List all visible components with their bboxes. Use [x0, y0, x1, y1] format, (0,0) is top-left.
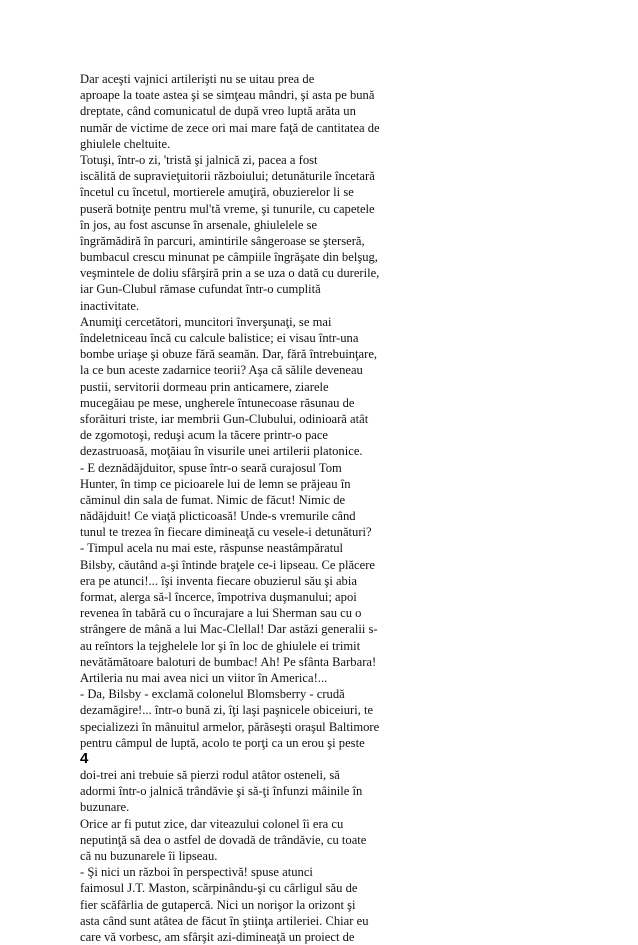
page-number: 4 — [80, 749, 89, 767]
text-line: bumbacul crescu minunat pe câmpiile îngrăşate din belşug, — [80, 250, 378, 265]
text-line: nădăjduit! Ce viaţă plicticoasă! Unde-s vremurile când — [80, 509, 356, 524]
text-line: încetul cu încetul, mortierele amuţiră, obuzierelor li se — [80, 185, 354, 200]
text-line: - E deznădăjduitor, spuse într-o seară curajosul Tom — [80, 460, 342, 475]
text-line: iar Gun-Clubul rămase cufundat într-o cumplită — [80, 282, 321, 297]
text-line: strângere de mână a lui Mac-Clellal! Dar astăzi generalii s- — [80, 622, 378, 637]
text-line: nevătămătoare baloturi de bumbac! Ah! Pe sfânta Barbara! — [80, 654, 377, 669]
text-line: doi-trei ani trebuie să pierzi rodul atâtor osteneli, să — [80, 768, 340, 783]
text-line: Dar aceşti vajnici artilerişti nu se uitau prea de — [80, 72, 315, 86]
text-line: care vă vorbesc, am sfârşit azi-dimineaţă un proiect de — [80, 929, 355, 944]
text-line: Artileria nu mai avea nici un viitor în America!... — [80, 670, 328, 685]
text-line: pustii, servitorii dormeau prin anticamere, ziarele — [80, 379, 329, 394]
text-line: bombe uriaşe şi obuze fără seamăn. Dar, fără întrebuinţare, — [80, 347, 378, 362]
text-line: - Da, Bilsby - exclamă colonelul Blomsberry - crudă — [80, 687, 345, 702]
text-line: era pe atunci!... îşi inventa fiecare obuzierul său şi abia — [80, 573, 357, 588]
text-line: buzunare. — [80, 800, 130, 815]
text-line: mucegăiau pe mese, ungherele întunecoase răsunau de — [80, 395, 355, 410]
text-line: căminul din sala de fumat. Nimic de făcut! Nimic de — [80, 492, 346, 507]
text-line: - Şi nici un război în perspectivă! spuse atunci — [80, 865, 313, 880]
text-line: de zgomotoşi, reduşi acum la tăcere printr-o pace — [80, 428, 329, 443]
text-line: Totuşi, într-o zi, 'tristă şi jalnică zi, pacea a fost — [80, 152, 318, 167]
text-line: îngrămădiră în parcuri, amintirile sângeroase se şterseră, — [80, 233, 365, 248]
text-line: îndeletniceau încă cu calcule balistice; ei visau într-una — [80, 331, 359, 345]
paragraph-block-after — [80, 767, 580, 945]
text-line: - Timpul acela nu mai este, răspunse neastâmpăratul — [80, 541, 343, 556]
text-line: ghiulele cheltuite. — [80, 136, 171, 151]
text-line: dezamăgire!... într-o bună zi, îţi laşi paşnicele obiceiuri, te — [80, 703, 374, 718]
text-line: Anumiţi cercetători, muncitori înverşunaţi, se mai — [80, 314, 332, 329]
text-line: Hunter, în timp ce picioarele lui de lemn se prăjeau în — [80, 476, 351, 491]
text-line: pentru câmpul de luptă, acolo te porţi ca un erou şi peste — [80, 735, 365, 750]
paragraph-block-before — [80, 71, 580, 751]
body-text — [80, 71, 580, 945]
text-line: asta când sunt atâtea de făcut în ştiinţa artileriei. Chiar eu — [80, 913, 369, 928]
text-line: că nu buzunarele îi lipseau. — [80, 849, 218, 863]
text-line: faimosul J.T. Maston, scărpinându-şi cu cârligul său de — [80, 881, 358, 896]
text-line: la ce bun aceste zadarnice teorii? Aşa că sălile deveneau — [80, 363, 363, 378]
text-line: dezastruoasă, moţăiau în visurile unei artilerii platonice. — [80, 444, 363, 459]
text-line: iscălită de supravieţuitorii războiului; detunăturile încetară — [80, 169, 375, 184]
text-line: tunul te trezea în fiecare dimineaţă cu vesele-i detunături? — [80, 525, 372, 540]
text-line: specializezi în mânuitul armelor, părăseşti oraşul Baltimore — [80, 719, 380, 734]
text-line: au reîntors la tejghelele lor şi în loc de ghiulele ei trimit — [80, 638, 361, 653]
text-line: neputinţă să dea o astfel de dovadă de trândăvie, cu toate — [80, 832, 367, 847]
text-line: revenea în tabără cu o încurajare a lui Sherman sau cu o — [80, 606, 362, 621]
text-line: format, alerga să-l încerce, împotriva duşmanului; apoi — [80, 590, 357, 604]
text-line: adormi într-o jalnică trândăvie şi să-ţi înfunzi mâinile în — [80, 784, 363, 799]
text-line: număr de victime de zece ori mai mare faţă de cantitatea de — [80, 120, 380, 135]
text-line: în jos, au fost ascunse în arsenale, ghiulelele se — [80, 217, 318, 232]
text-line: puseră botniţe pentru mul'tă vreme, şi tunurile, cu capetele — [80, 201, 375, 216]
text-line: Bilsby, căutând a-şi întinde braţele ce-i lipseau. Ce plăcere — [80, 557, 376, 572]
text-line: aproape la toate astea şi se simţeau mândri, şi asta pe bună — [80, 88, 375, 103]
text-line: fier scăfârlia de gutapercă. Nici un norişor la orizont şi — [80, 897, 356, 912]
text-line: veşmintele de doliu sfârşiră prin a se uza o dată cu durerile, — [80, 266, 380, 281]
text-line: Orice ar fi putut zice, dar viteazului colonel îi era cu — [80, 816, 344, 831]
text-line: sforăituri triste, iar membrii Gun-Clubului, odinioară atât — [80, 411, 369, 426]
text-line: dreptate, când comunicatul de după vreo luptă arăta un — [80, 104, 356, 119]
text-line: inactivitate. — [80, 298, 140, 313]
